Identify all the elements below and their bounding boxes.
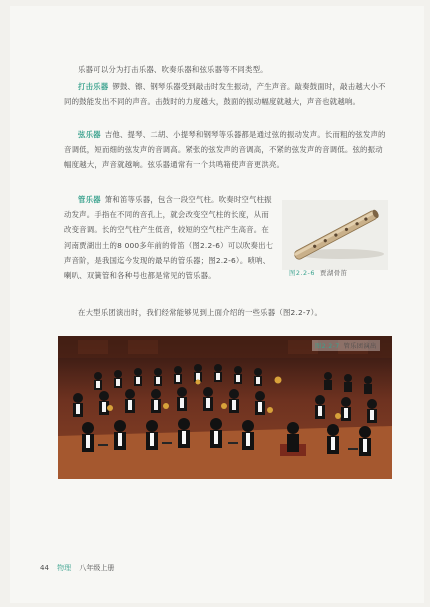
orchestra-figure-title: 管乐团演出	[343, 343, 377, 350]
orchestra-photo	[58, 336, 392, 479]
string-paragraph	[64, 127, 386, 173]
book-title: 物理	[57, 564, 72, 572]
string-term: 弦乐器	[78, 130, 101, 139]
percussion-paragraph	[64, 79, 386, 109]
intro-text: 乐器可以分为打击乐器、吹奏乐器和弦乐器等不同类型。	[78, 65, 268, 74]
flute-caption	[289, 268, 348, 277]
bone-flute-image	[282, 200, 388, 270]
closing-paragraph	[64, 305, 386, 320]
intro-paragraph	[64, 62, 386, 77]
page-number: 44	[40, 564, 49, 572]
orchestra-figure-number: 图2.2-7	[315, 343, 340, 350]
wind-term: 管乐器	[78, 195, 101, 204]
percussion-term: 打击乐器	[78, 82, 109, 91]
wind-text: 箫和笛等乐器，包含一段空气柱。吹奏时空气柱振动发声。手指在不同的音孔上，就会改变空气柱的长度，从而改变音调。长的空气柱产生低音，较短的空气柱产生高音。在河南贾湖出土的8 000多年前的骨笛（图2.2-6）可以吹奏出七声音阶，是我国迄今发现的最早的管乐器；图2.2-6）。唢呐、喇叭、双簧管和各种号也都是常见的管乐器。	[64, 195, 274, 281]
percussion-text: 锣鼓、镲、钢琴乐器受到敲击时发生振动，产生声音。敲奏鼓面时，敲击越大小不同的鼓能发出不同的声音。击鼓时的力度越大，鼓面的振动幅度就越大，声音也就越响。	[64, 82, 386, 107]
orchestra-caption	[312, 340, 380, 351]
orchestra-image	[58, 336, 392, 479]
wind-paragraph	[64, 192, 276, 283]
closing-text: 在大型乐团演出时，我们经常能够见到上面介绍的一些乐器（图2.2-7）。	[78, 308, 323, 317]
flute-figure-title: 贾湖骨笛	[319, 269, 348, 277]
page-footer	[40, 563, 114, 573]
string-text: 吉他、提琴、二胡、小提琴和钢琴等乐器都是通过弦的振动发声。长而粗的弦发声的音调低，短而细的弦发声的音调高。紧张的弦发声的音调高，不紧的弦发声的音调低。弦的振动幅度越大，声音就越响。弦乐器通常有一个共鸣箱使声音更洪亮。	[64, 130, 386, 170]
grade-label: 八年级上册	[79, 564, 115, 572]
flute-figure-number: 图2.2-6	[289, 269, 315, 277]
